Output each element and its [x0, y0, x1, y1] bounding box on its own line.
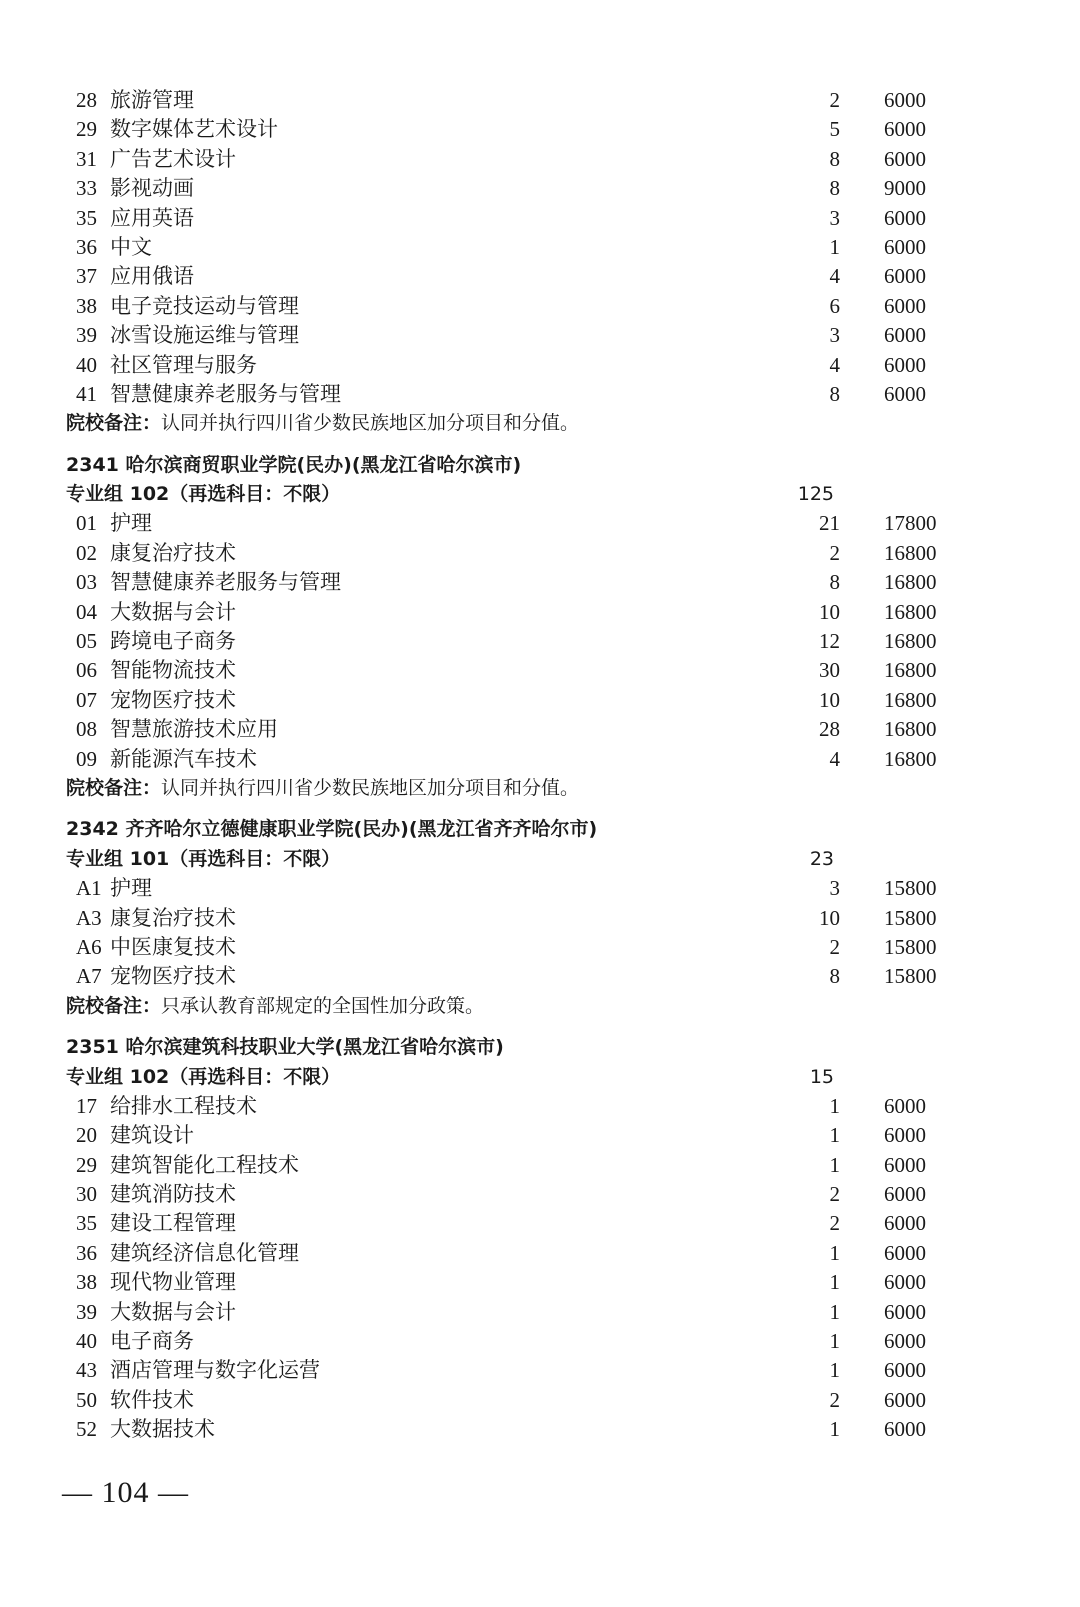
major-code: 39	[76, 323, 97, 348]
major-name: 应用俄语	[110, 264, 194, 289]
major-row	[66, 1180, 966, 1209]
major-code: 03	[76, 570, 97, 595]
major-name: 护理	[110, 511, 152, 536]
major-name: 影视动画	[110, 176, 194, 201]
major-code: 29	[76, 117, 97, 142]
tuition-fee: 6000	[884, 205, 926, 230]
plan-count: 8	[829, 146, 840, 171]
tuition-fee: 6000	[884, 264, 926, 289]
plan-count: 2	[829, 1387, 840, 1412]
major-name: 现代物业管理	[110, 1270, 236, 1295]
major-code: 17	[76, 1093, 97, 1118]
school-remark	[66, 992, 966, 1021]
major-name: 宠物医疗技术	[110, 687, 236, 712]
tuition-fee: 6000	[884, 381, 926, 406]
major-code: A1	[76, 876, 102, 901]
major-code: 33	[76, 176, 97, 201]
plan-count: 1	[829, 1152, 840, 1177]
major-name: 中医康复技术	[110, 934, 236, 959]
major-group-heading	[66, 480, 966, 509]
major-row	[66, 145, 966, 174]
plan-count: 4	[829, 352, 840, 377]
major-row	[66, 686, 966, 715]
major-code: 09	[76, 746, 97, 771]
major-name: 酒店管理与数字化运营	[110, 1358, 320, 1383]
school-remark	[66, 409, 966, 438]
major-name: 社区管理与服务	[110, 352, 257, 377]
plan-count: 28	[819, 717, 840, 742]
major-name: 智慧健康养老服务与管理	[110, 381, 341, 406]
major-row	[66, 1415, 966, 1444]
tuition-fee: 16800	[884, 570, 937, 595]
tuition-fee: 6000	[884, 323, 926, 348]
plan-count: 8	[829, 570, 840, 595]
tuition-fee: 6000	[884, 117, 926, 142]
plan-count: 10	[819, 687, 840, 712]
major-code: 20	[76, 1123, 97, 1148]
major-name: 康复治疗技术	[110, 540, 236, 565]
major-name: 跨境电子商务	[110, 629, 236, 654]
major-row	[66, 292, 966, 321]
plan-count: 1	[829, 1270, 840, 1295]
major-name: 中文	[110, 234, 152, 259]
major-code: 04	[76, 599, 97, 624]
major-name: 护理	[110, 876, 152, 901]
major-code: 38	[76, 1270, 97, 1295]
plan-count: 1	[829, 1123, 840, 1148]
tuition-fee: 6000	[884, 1211, 926, 1236]
major-row	[66, 1121, 966, 1150]
tuition-fee: 6000	[884, 1299, 926, 1324]
major-name: 新能源汽车技术	[110, 746, 257, 771]
major-row	[66, 204, 966, 233]
major-code: 35	[76, 205, 97, 230]
tuition-fee: 16800	[884, 599, 937, 624]
major-name: 电子商务	[110, 1329, 194, 1354]
tuition-fee: 15800	[884, 905, 937, 930]
plan-count: 30	[819, 658, 840, 683]
tuition-fee: 15800	[884, 964, 937, 989]
plan-count: 2	[829, 1182, 840, 1207]
admission-listing	[66, 86, 966, 1445]
major-code: 35	[76, 1211, 97, 1236]
major-code: 40	[76, 1329, 97, 1354]
school-heading: 2341 哈尔滨商贸职业学院(民办)(黑龙江省哈尔滨市)	[66, 453, 522, 476]
plan-count: 8	[829, 176, 840, 201]
plan-count: 2	[829, 540, 840, 565]
tuition-fee: 16800	[884, 687, 937, 712]
school-heading: 2351 哈尔滨建筑科技职业大学(黑龙江省哈尔滨市)	[66, 1036, 504, 1059]
major-code: A6	[76, 934, 102, 959]
tuition-fee: 6000	[884, 1358, 926, 1383]
school-remark	[66, 774, 966, 803]
plan-count: 1	[829, 1358, 840, 1383]
major-code: 01	[76, 511, 97, 536]
major-name: 冰雪设施运维与管理	[110, 323, 299, 348]
major-row	[66, 745, 966, 774]
major-row	[66, 656, 966, 685]
major-row	[66, 1298, 966, 1327]
tuition-fee: 6000	[884, 293, 926, 318]
major-name: 宠物医疗技术	[110, 964, 236, 989]
plan-count: 1	[829, 1329, 840, 1354]
tuition-fee: 15800	[884, 876, 937, 901]
major-name: 旅游管理	[110, 88, 194, 112]
tuition-fee: 16800	[884, 717, 937, 742]
major-name: 康复治疗技术	[110, 905, 236, 930]
major-code: A3	[76, 905, 102, 930]
remark-text: 认同并执行四川省少数民族地区加分项目和分值。	[161, 412, 580, 435]
tuition-fee: 6000	[884, 1270, 926, 1295]
major-code: 28	[76, 88, 97, 112]
major-name: 电子竞技运动与管理	[110, 293, 299, 318]
major-row	[66, 262, 966, 291]
plan-count: 10	[819, 905, 840, 930]
major-row	[66, 86, 966, 115]
plan-count: 4	[829, 746, 840, 771]
major-row	[66, 321, 966, 350]
major-code: 39	[76, 1299, 97, 1324]
plan-count: 3	[829, 323, 840, 348]
major-code: 52	[76, 1417, 97, 1442]
major-code: 30	[76, 1182, 97, 1207]
major-name: 数字媒体艺术设计	[110, 117, 278, 142]
major-name: 大数据与会计	[110, 599, 236, 624]
major-name: 大数据与会计	[110, 1299, 236, 1324]
major-name: 大数据技术	[110, 1417, 215, 1442]
plan-count: 1	[829, 1240, 840, 1265]
major-row	[66, 1356, 966, 1385]
major-name: 智能物流技术	[110, 658, 236, 683]
major-row	[66, 1239, 966, 1268]
plan-count: 3	[829, 205, 840, 230]
major-row	[66, 1327, 966, 1356]
major-name: 智慧健康养老服务与管理	[110, 570, 341, 595]
major-code: 05	[76, 629, 97, 654]
remark-text: 只承认教育部规定的全国性加分政策。	[161, 994, 485, 1017]
major-code: 41	[76, 381, 97, 406]
major-code: 07	[76, 687, 97, 712]
major-name: 建设工程管理	[110, 1211, 236, 1236]
plan-count: 8	[829, 964, 840, 989]
tuition-fee: 16800	[884, 658, 937, 683]
major-row	[66, 874, 966, 903]
plan-count: 2	[829, 1211, 840, 1236]
school-section	[66, 451, 966, 804]
major-row	[66, 568, 966, 597]
major-group-total: 125	[797, 483, 834, 506]
major-code: 31	[76, 146, 97, 171]
major-row	[66, 962, 966, 991]
major-code: 02	[76, 540, 97, 565]
tuition-fee: 15800	[884, 934, 937, 959]
school-section	[66, 1033, 966, 1444]
tuition-fee: 6000	[884, 146, 926, 171]
tuition-fee: 16800	[884, 629, 937, 654]
tuition-fee: 6000	[884, 1329, 926, 1354]
major-row	[66, 1151, 966, 1180]
plan-count: 2	[829, 88, 840, 112]
plan-count: 1	[829, 1417, 840, 1442]
major-row	[66, 1092, 966, 1121]
major-name: 建筑设计	[110, 1123, 194, 1148]
major-code: 06	[76, 658, 97, 683]
major-group-total: 15	[809, 1065, 834, 1088]
remark-label: 院校备注：	[66, 412, 162, 435]
tuition-fee: 6000	[884, 1093, 926, 1118]
major-name: 广告艺术设计	[110, 146, 236, 171]
tuition-fee: 9000	[884, 176, 926, 201]
remark-label: 院校备注：	[66, 994, 162, 1017]
tuition-fee: 6000	[884, 1152, 926, 1177]
major-code: 29	[76, 1152, 97, 1177]
major-row	[66, 715, 966, 744]
major-code: 43	[76, 1358, 97, 1383]
major-row	[66, 380, 966, 409]
major-group-label: 专业组 102（再选科目：不限）	[66, 483, 341, 506]
major-row	[66, 233, 966, 262]
major-row	[66, 1386, 966, 1415]
plan-count: 2	[829, 934, 840, 959]
plan-count: 21	[819, 511, 840, 536]
major-row	[66, 933, 966, 962]
major-name: 智慧旅游技术应用	[110, 717, 278, 742]
plan-count: 8	[829, 381, 840, 406]
major-code: 36	[76, 1240, 97, 1265]
tuition-fee: 6000	[884, 1123, 926, 1148]
major-code: 40	[76, 352, 97, 377]
tuition-fee: 6000	[884, 1182, 926, 1207]
major-group-heading	[66, 845, 966, 874]
plan-count: 3	[829, 876, 840, 901]
tuition-fee: 6000	[884, 234, 926, 259]
major-name: 建筑智能化工程技术	[110, 1152, 299, 1177]
major-name: 建筑消防技术	[110, 1182, 236, 1207]
tuition-fee: 16800	[884, 540, 937, 565]
major-row	[66, 904, 966, 933]
plan-count: 6	[829, 293, 840, 318]
tuition-fee: 6000	[884, 88, 926, 112]
plan-count: 4	[829, 264, 840, 289]
major-code: 50	[76, 1387, 97, 1412]
plan-count: 1	[829, 1299, 840, 1324]
page-number: — 104 —	[62, 1476, 189, 1509]
tuition-fee: 6000	[884, 352, 926, 377]
major-group-label: 专业组 101（再选科目：不限）	[66, 847, 341, 870]
major-code: 36	[76, 234, 97, 259]
plan-count: 10	[819, 599, 840, 624]
plan-count: 12	[819, 629, 840, 654]
school-section	[66, 86, 966, 439]
tuition-fee: 16800	[884, 746, 937, 771]
major-row	[66, 1209, 966, 1238]
major-row	[66, 627, 966, 656]
school-section	[66, 815, 966, 1021]
major-row	[66, 1268, 966, 1297]
major-group-label: 专业组 102（再选科目：不限）	[66, 1065, 341, 1088]
major-name: 应用英语	[110, 205, 194, 230]
major-row	[66, 115, 966, 144]
remark-text: 认同并执行四川省少数民族地区加分项目和分值。	[161, 776, 580, 799]
tuition-fee: 17800	[884, 511, 937, 536]
major-code: 08	[76, 717, 97, 742]
tuition-fee: 6000	[884, 1417, 926, 1442]
major-code: A7	[76, 964, 102, 989]
major-row	[66, 174, 966, 203]
school-heading: 2342 齐齐哈尔立德健康职业学院(民办)(黑龙江省齐齐哈尔市)	[66, 818, 598, 841]
major-row	[66, 509, 966, 538]
plan-count: 5	[829, 117, 840, 142]
major-code: 38	[76, 293, 97, 318]
plan-count: 1	[829, 1093, 840, 1118]
major-name: 建筑经济信息化管理	[110, 1240, 299, 1265]
remark-label: 院校备注：	[66, 776, 162, 799]
major-row	[66, 539, 966, 568]
major-row	[66, 598, 966, 627]
major-name: 软件技术	[110, 1387, 194, 1412]
major-group-total: 23	[809, 847, 834, 870]
major-row	[66, 351, 966, 380]
plan-count: 1	[829, 234, 840, 259]
major-group-heading	[66, 1063, 966, 1092]
major-code: 37	[76, 264, 97, 289]
tuition-fee: 6000	[884, 1240, 926, 1265]
major-name: 给排水工程技术	[110, 1093, 257, 1118]
tuition-fee: 6000	[884, 1387, 926, 1412]
